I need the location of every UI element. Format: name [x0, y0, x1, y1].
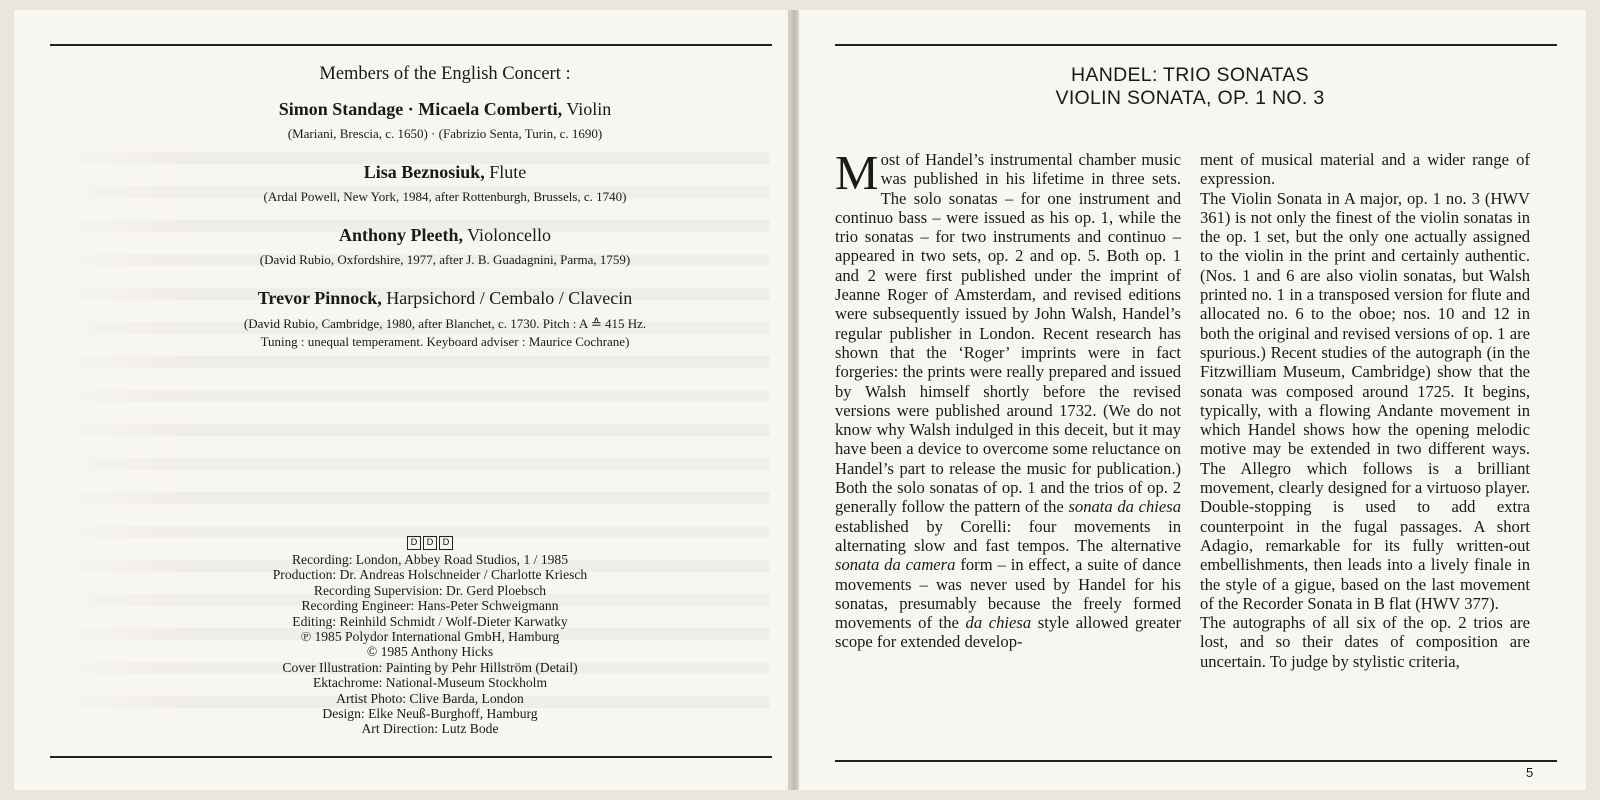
ensemble-members — [190, 64, 700, 350]
player-name: Simon Standage · Micaela Comberti, — [278, 99, 563, 119]
credit-recording-supervision: Recording Supervision: Dr. Gerd Ploebsch — [313, 582, 547, 598]
top-rule-left — [50, 44, 772, 46]
instrument-note: (David Rubio, Oxfordshire, 1977, after J. B. Guadagnini, Parma, 1759) — [259, 252, 631, 267]
credit-copyright: © 1985 Anthony Hicks — [366, 644, 494, 660]
essay-paragraph: ment of musical material and a wider range of expression. — [1200, 150, 1530, 189]
instrument-note-line1: (David Rubio, Cambridge, 1980, after Blanchet, c. 1730. Pitch : A ≙ 415 Hz. — [243, 316, 647, 331]
player-role: Violoncello — [462, 225, 552, 245]
bottom-rule-right — [835, 760, 1557, 762]
production-credits — [200, 533, 660, 737]
essay-text: style allowed greater scope for extended develop- — [835, 613, 1182, 652]
instrument-note: (Mariani, Brescia, c. 1650) · (Fabrizio Senta, Turin, c. 1690) — [287, 126, 603, 141]
credit-recording-engineer: Recording Engineer: Hans-Peter Schweigmann — [301, 598, 559, 614]
credit-cover-illustration: Cover Illustration: Painting by Pehr Hillström (Detail) — [282, 659, 578, 675]
title-line-2: VIOLIN SONATA, OP. 1 NO. 3 — [1055, 87, 1325, 109]
essay-paragraph: The Violin Sonata in A major, op. 1 no. 3 (HWV 361) is not only the finest of the violin sonatas in the op. 1 set, but the only one actually assigned to the violin in the print and certainly authentic. (Nos. 1 and 6 are also violin sonatas, but Walsh printed no. 1 in a transposed version for flute and allocated no. 6 to the oboe; nos. 10 and 12 in both the original and revised versions of op. 1 are spurious.) Recent studies of the autograph (in the Fitzwilliam Museum, Cambridge) show that the sonata was composed around 1725. It begins, typically, with a flowing Andante movement in which Handel shows how the opening melodic motive may be extended in two different ways. The Allegro which follows is a brilliant movement, clearly designed for a virtuoso player. Double-stopping is used to add extra counterpoint in the fugal passages. A short Adagio, remarkable for its fully written-out embellishments, then leads into a lively finale in the style of a gigue, based on the last movement of the Recorder Sonata in B flat (HWV 377). — [1200, 188, 1530, 613]
credit-design: Design: Elke Neuß-Burghoff, Hamburg — [322, 706, 538, 722]
player-name: Trevor Pinnock, — [257, 288, 382, 308]
player-name: Anthony Pleeth, — [338, 225, 463, 245]
player-role: Violin — [562, 99, 612, 119]
page-number: 5 — [1526, 765, 1534, 780]
top-rule-right — [835, 44, 1557, 46]
italic-term: sonata da chiesa — [1068, 497, 1181, 517]
ddd-recording-code — [406, 533, 454, 550]
italic-term: sonata da camera — [835, 555, 956, 575]
player-role: Flute — [484, 162, 527, 182]
credit-artist-photo: Artist Photo: Clive Barda, London — [336, 690, 524, 706]
credit-ektachrome: Ektachrome: National-Museum Stockholm — [312, 675, 548, 691]
instrument-note-line2: Tuning : unequal temperament. Keyboard adviser : Maurice Cochrane) — [260, 333, 630, 349]
text-column-1 — [835, 145, 1182, 652]
text-column-2 — [1200, 150, 1530, 671]
ddd-letter: D — [423, 536, 437, 550]
page-title — [1010, 64, 1370, 110]
instrument-note: (Ardal Powell, New York, 1984, after Rottenburgh, Brussels, c. 1740) — [263, 189, 627, 204]
player-role: Harpsichord / Cembalo / Clavecin — [381, 288, 633, 308]
essay-text: established by Corelli: four movements in alternating slow and fast tempos. The alternative — [835, 516, 1181, 555]
ddd-letter: D — [407, 536, 421, 550]
credit-phonographic-copyright: ℗ 1985 Polydor International GmbH, Hamburg — [300, 629, 560, 645]
player-pleeth — [190, 225, 700, 246]
credit-production: Production: Dr. Andreas Holschneider / Charlotte Kriesch — [272, 567, 588, 583]
title-line-1: HANDEL: TRIO SONATAS — [1071, 64, 1309, 86]
book-gutter — [789, 10, 799, 790]
player-pinnock — [190, 288, 700, 309]
essay-paragraph — [835, 145, 1182, 652]
essay-text: form – in effect, a suite of dance movements – was never used by Handel for his sonatas, presumably because the freely formed movements of the — [835, 555, 1181, 633]
credit-art-direction: Art Direction: Lutz Bode — [361, 721, 499, 737]
members-title: Members of the English Concert : — [319, 64, 571, 84]
ddd-letter: D — [439, 536, 453, 550]
player-name: Lisa Beznosiuk, — [363, 162, 485, 182]
italic-term: da chiesa — [965, 613, 1032, 633]
player-standage-comberti — [190, 99, 700, 120]
drop-cap: M — [835, 145, 879, 200]
instrument-note — [190, 315, 700, 350]
credit-editing: Editing: Reinhild Schmidt / Wolf-Dieter Karwatky — [292, 613, 568, 629]
credit-recording: Recording: London, Abbey Road Studios, 1 / 1985 — [291, 552, 569, 567]
player-beznosiuk — [190, 162, 700, 183]
essay-paragraph: The autographs of all six of the op. 2 trios are lost, and so their dates of composition are uncertain. To judge by stylistic criteria, — [1200, 613, 1530, 671]
essay-text: ost of Handel’s instrumental chamber music was published in his lifetime in three sets. The solo sonatas – for one instrument and continuo bass – were issued as his op. 1, while the trio sonatas – for two instruments and continuo – appeared in two sets, op. 2 and op. 5. Both op. 1 and 2 were first published under the imprint of Jeanne Roger of Amsterdam, and revised editions were subsequently issued by John Walsh, Handel’s regular publisher in London. Recent research has shown that the ‘Roger’ imprints were in fact forgeries: the prints were really prepared and issued by Walsh himself shortly before the revised versions were published around 1732. (We do not know why Walsh indulged in this deceit, but it may have been a device to overcome some reluctance on Handel’s part to release the music for publication.) Both the solo sonatas of op. 1 and the trios of op. 2 generally follow the pattern of the — [835, 150, 1181, 517]
bottom-rule-left — [50, 756, 772, 758]
